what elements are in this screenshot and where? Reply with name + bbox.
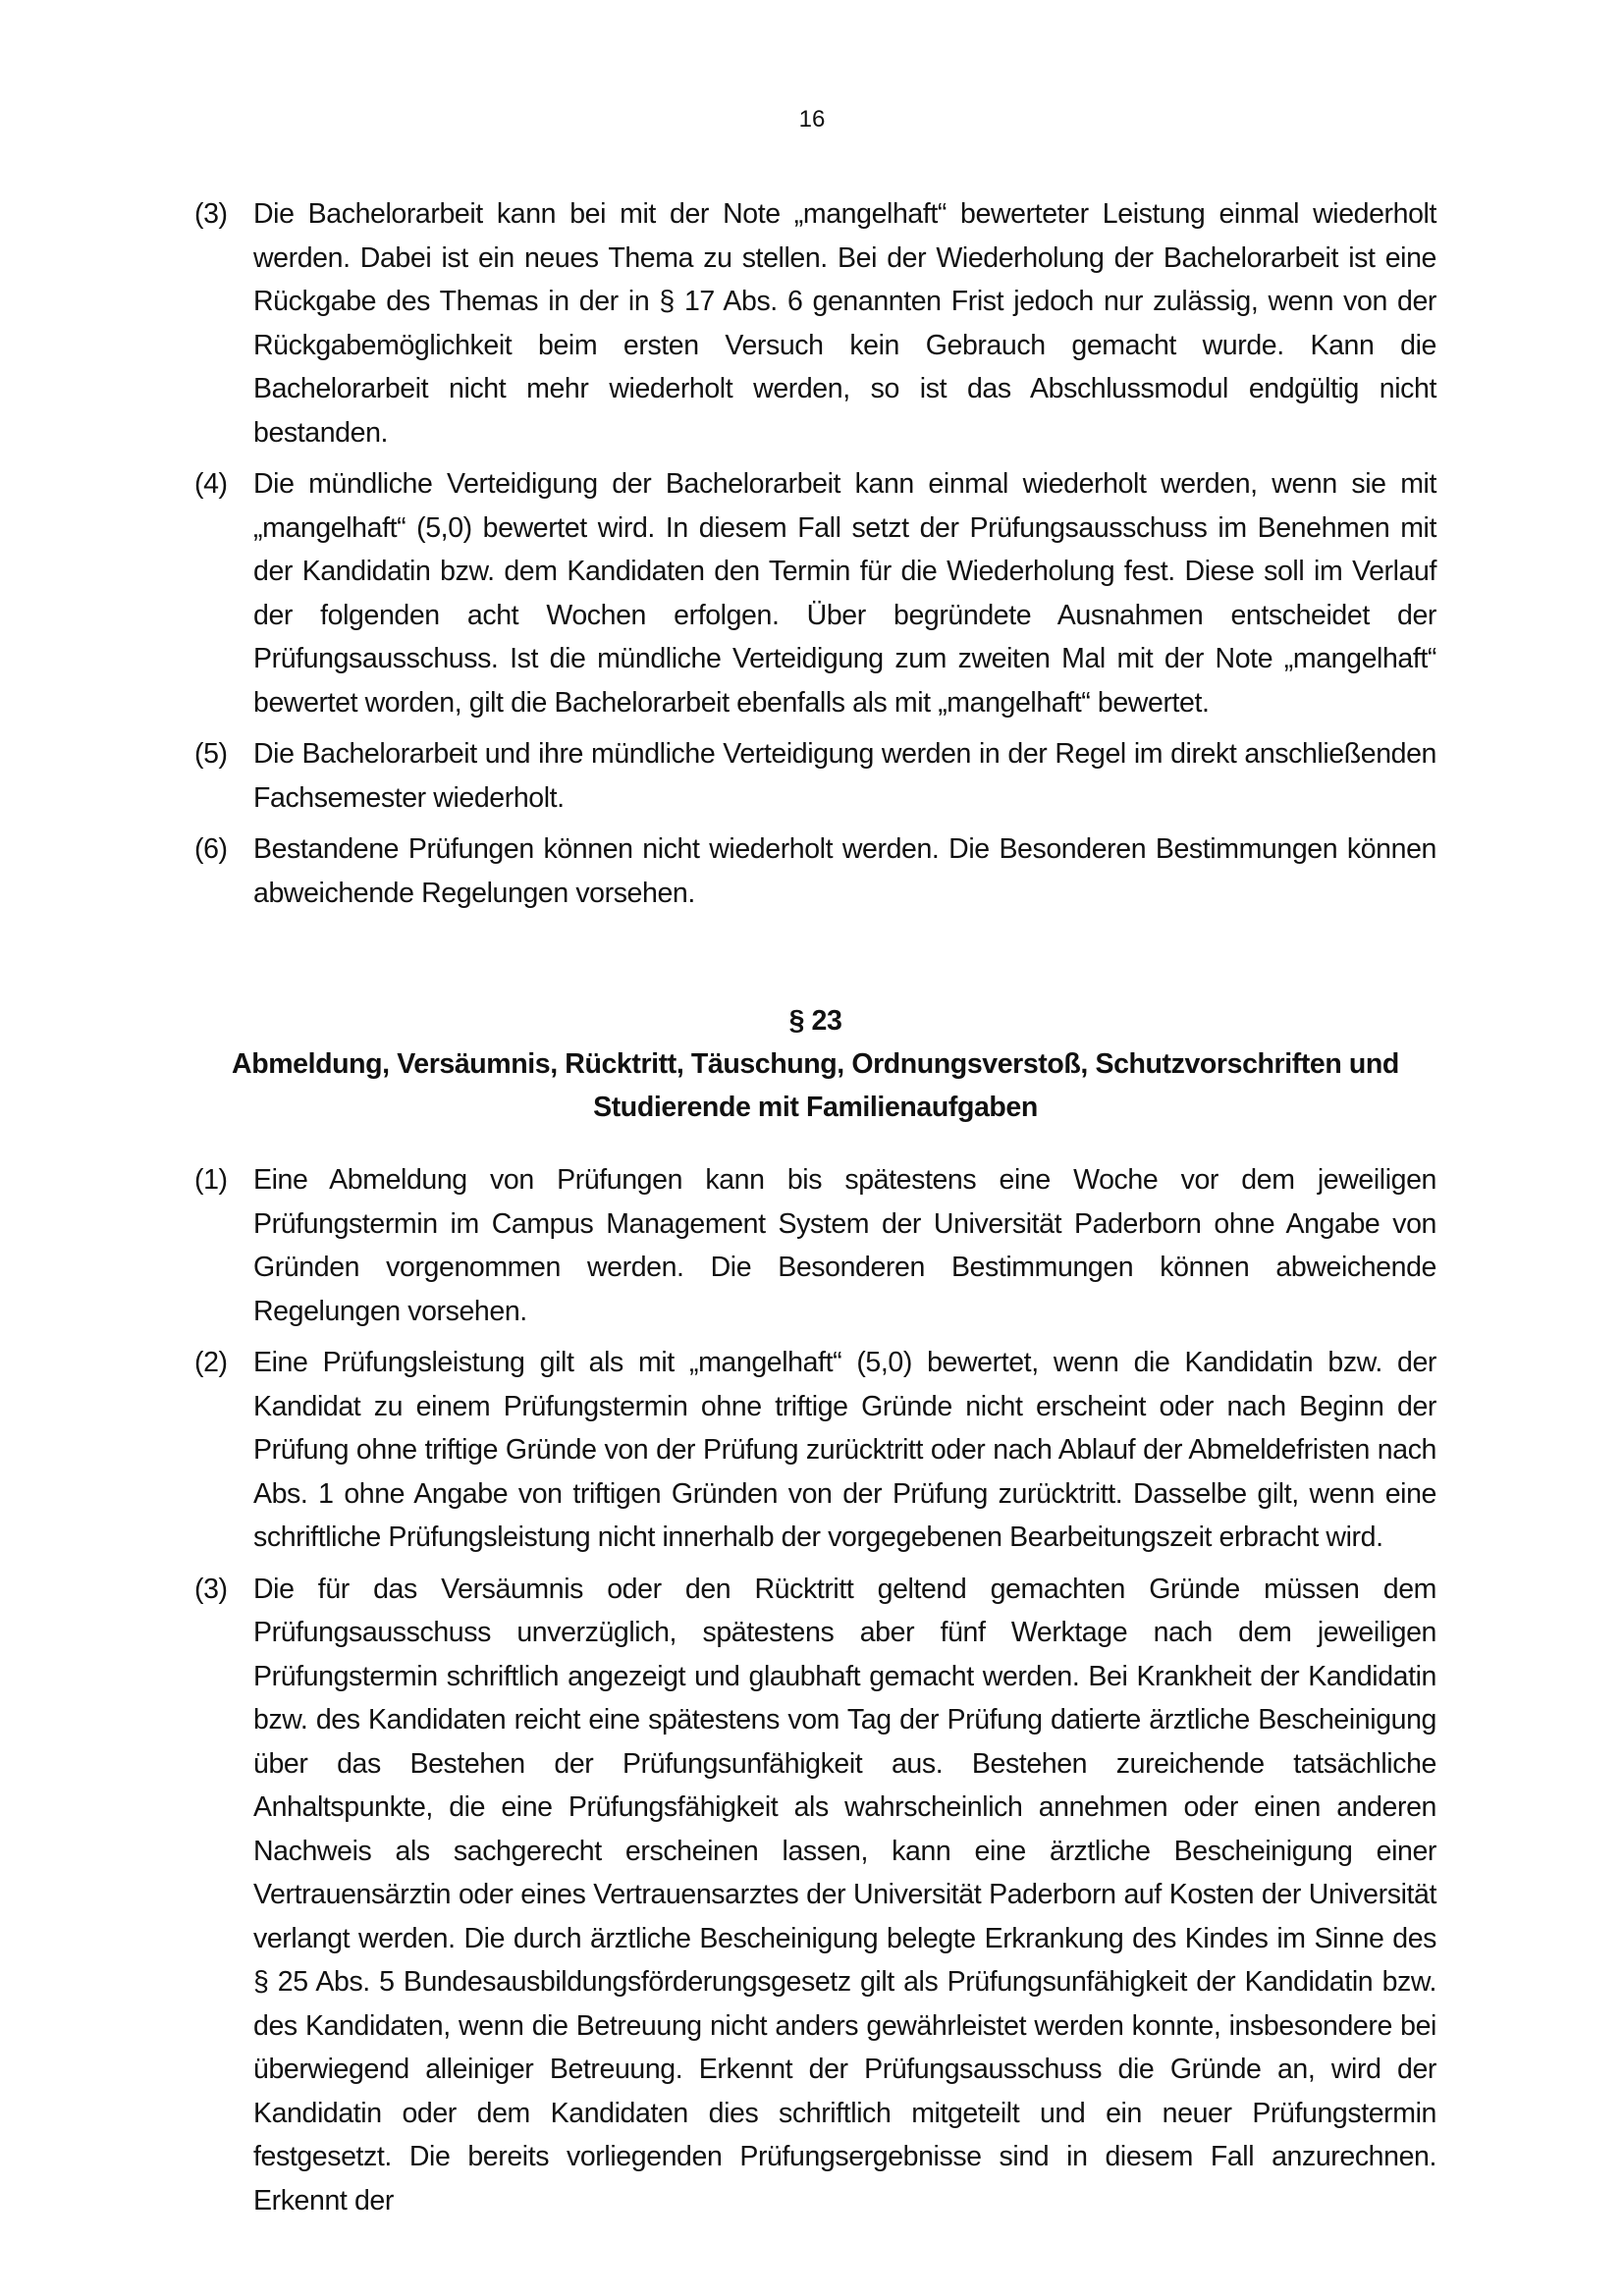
paragraph-item [194,192,1436,454]
paragraph-number: (3) [194,1573,228,1605]
document-body [194,192,1436,2230]
paragraph-number: (2) [194,1347,228,1378]
paragraph-item [194,1341,1436,1560]
paragraph-item [194,462,1436,724]
paragraph-number: (6) [194,833,228,865]
paragraph-text: Die Bachelorarbeit und ihre mündliche Verteidigung werden in der Regel im direkt anschließenden Fachsemester wiederholt. [253,738,1436,814]
paragraph-text: Die Bachelorarbeit kann bei mit der Note „mangelhaft“ bewerteter Leistung einmal wiederholt werden. Dabei ist ein neues Thema zu stellen. Bei der Wiederholung der Bachelorarbeit ist eine Rückgabe des Themas in der in § 17 Abs. 6 genannten Frist jedoch nur zulässig, wenn von der Rückgabemöglichkeit beim ersten Versuch kein Gebrauch gemacht wurde. Kann die Bachelorarbeit nicht mehr wiederholt werden, so ist das Abschlussmodul endgültig nicht bestanden. [253,198,1436,449]
paragraph-text: Bestandene Prüfungen können nicht wiederholt werden. Die Besonderen Bestimmungen können abweichende Regelungen vorsehen. [253,833,1436,909]
section-title-line: Abmeldung, Versäumnis, Rücktritt, Täuschung, Ordnungsverstoß, Schutzvorschriften und [232,1048,1399,1080]
section-title [194,1042,1436,1129]
paragraph-text: Eine Abmeldung von Prüfungen kann bis spätestens eine Woche vor dem jeweiligen Prüfungstermin im Campus Management System der Universität Paderborn ohne Angabe von Gründen vorgenommen werden. Die Besonderen Bestimmungen können abweichende Regelungen vorsehen. [253,1164,1436,1327]
paragraph-item [194,732,1436,820]
section-title-line: Studierende mit Familienaufgaben [593,1092,1038,1123]
page-number: 16 [798,106,826,133]
paragraph-text: Eine Prüfungsleistung gilt als mit „mangelhaft“ (5,0) bewertet, wenn die Kandidatin bzw. der Kandidat zu einem Prüfungstermin ohne triftige Gründe nicht erscheint oder nach Beginn der Prüfung ohne triftige Gründe von der Prüfung zurücktritt oder nach Ablauf der Abmeldefristen nach Abs. 1 ohne Angabe von triftigen Gründen von der Prüfung zurücktritt. Dasselbe gilt, wenn eine schriftliche Prüfungsleistung nicht innerhalb der vorgegebenen Bearbeitungszeit erbracht wird. [253,1347,1436,1553]
paragraph-item [194,828,1436,915]
paragraph-number: (3) [194,198,228,230]
paragraph-text: Die mündliche Verteidigung der Bachelorarbeit kann einmal wiederholt werden, wenn sie mit „mangelhaft“ (5,0) bewertet wird. In diesem Fall setzt der Prüfungsausschuss im Benehmen mit der Kandidatin bzw. dem Kandidaten den Termin für die Wiederholung fest. Diese soll im Verlauf der folgenden acht Wochen erfolgen. Über begründete Ausnahmen entscheidet der Prüfungsausschuss. Ist die mündliche Verteidigung zum zweiten Mal mit der Note „mangelhaft“ bewertet worden, gilt die Bachelorarbeit ebenfalls als mit „mangelhaft“ bewertet. [253,468,1436,719]
paragraph-text: Die für das Versäumnis oder den Rücktritt geltend gemachten Gründe müssen dem Prüfungsausschuss unverzüglich, spätestens aber fünf Werktage nach dem jeweiligen Prüfungstermin schriftlich angezeigt und glaubhaft gemacht werden. Bei Krankheit der Kandidatin bzw. des Kandidaten reicht eine spätestens vom Tag der Prüfung datierte ärztliche Bescheinigung über das Bestehen der Prüfungsunfähigkeit aus. Bestehen zureichende tatsächliche Anhaltspunkte, die eine Prüfungsfähigkeit als wahrscheinlich annehmen oder einen anderen Nachweis als sachgerecht erscheinen lassen, kann eine ärztliche Bescheinigung einer Vertrauensärztin oder eines Vertrauensarztes der Universität Paderborn auf Kosten der Universität verlangt werden. Die durch ärztliche Bescheinigung belegte Erkrankung des Kindes im Sinne des § 25 Abs. 5 Bundesausbildungsförderungsgesetz gilt als Prüfungsunfähigkeit der Kandidatin bzw. des Kandidaten, wenn die Betreuung nicht anders gewährleistet werden konnte, insbesondere bei überwiegend alleiniger Betreuung. Erkennt der Prüfungsausschuss die Gründe an, wird der Kandidatin oder dem Kandidaten dies schriftlich mitgeteilt und ein neuer Prüfungstermin festgesetzt. Die bereits vorliegenden Prüfungsergebnisse sind in diesem Fall anzurechnen. Erkennt der [253,1573,1436,2216]
section-number: § 23 [788,1005,842,1037]
paragraph-number: (4) [194,468,228,500]
paragraph-item [194,1568,1436,2223]
paragraph-item [194,1158,1436,1333]
paragraph-number: (1) [194,1164,228,1196]
paragraph-number: (5) [194,738,228,770]
